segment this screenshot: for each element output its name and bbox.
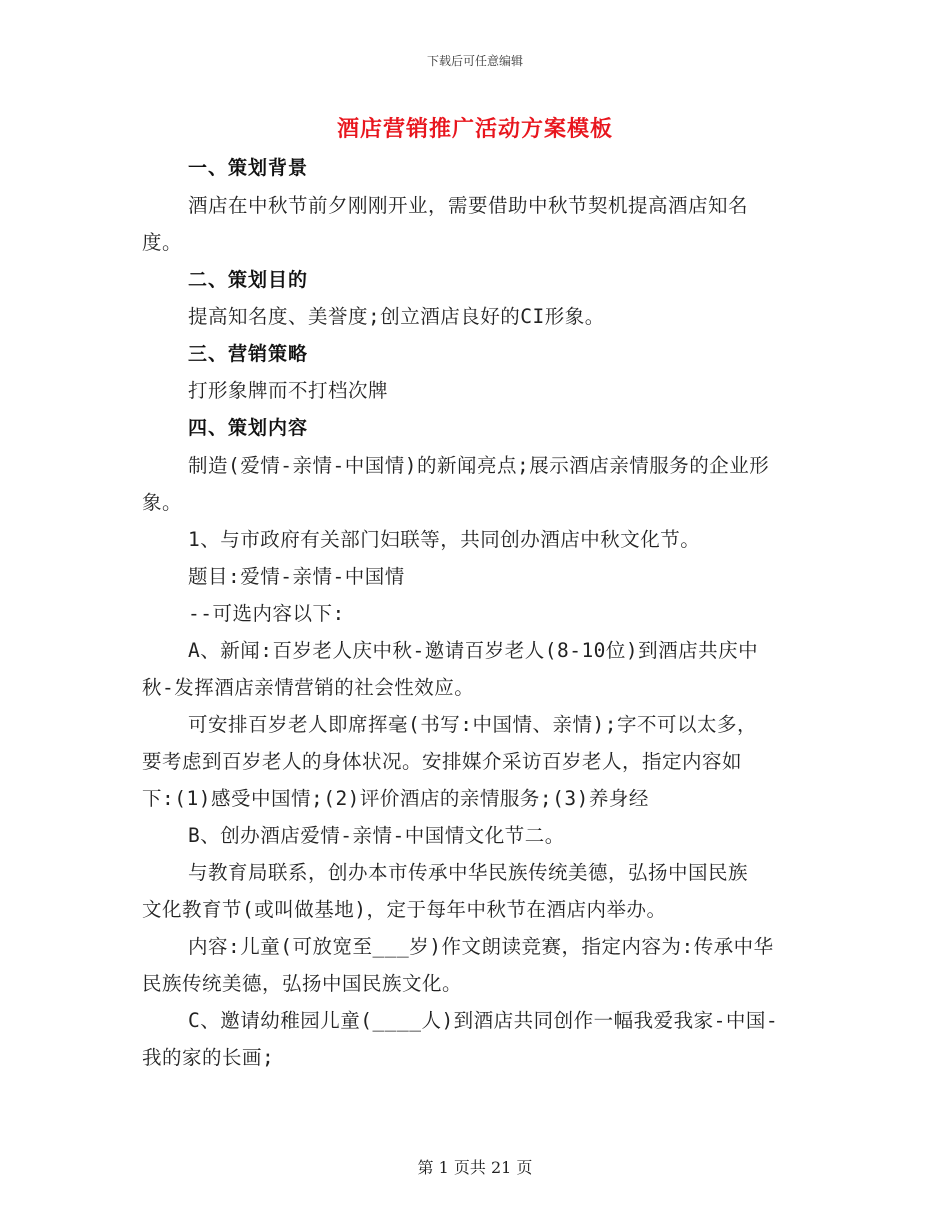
paragraph-line: --可选内容以下: <box>188 602 345 625</box>
section-heading: 二、策划目的 <box>188 269 309 291</box>
paragraph-line: 1、与市政府有关部门妇联等，共同创办酒店中秋文化节。 <box>188 528 701 551</box>
paragraph-line: 题目:爱情-亲情-中国情 <box>188 565 405 588</box>
paragraph-line: 秋-发挥酒店亲情营销的社会性效应。 <box>142 676 475 699</box>
section-heading: 四、策划内容 <box>188 417 309 439</box>
paragraph-line: 要考虑到百岁老人的身体状况。安排媒介采访百岁老人，指定内容如 <box>142 750 743 773</box>
paragraph-line: 提高知名度、美誉度;创立酒店良好的CI形象。 <box>188 305 605 328</box>
document-title: 酒店营销推广活动方案模板 <box>336 117 613 142</box>
paragraph-line: B、创办酒店爱情-亲情-中国情文化节二。 <box>188 824 565 847</box>
paragraph-line: 内容:儿童(可放宽至___岁)作文朗读竞赛，指定内容为:传承中华 <box>188 935 774 958</box>
paragraph-line: 度。 <box>142 231 183 254</box>
paragraph-line: 文化教育节(或叫做基地)，定于每年中秋节在酒店内举办。 <box>142 898 667 921</box>
paragraph-line: 打形象牌而不打档次牌 <box>188 379 389 402</box>
paragraph-line: 制造(爱情-亲情-中国情)的新闻亮点;展示酒店亲情服务的企业形 <box>188 454 770 477</box>
paragraph-line: 下:(1)感受中国情;(2)评价酒店的亲情服务;(3)养身经 <box>142 787 649 810</box>
paragraph-line: C、邀请幼稚园儿童(____人)到酒店共同创作一幅我爱我家-中国- <box>188 1009 779 1032</box>
paragraph-line: A、新闻:百岁老人庆中秋-邀请百岁老人(8-10位)到酒店共庆中 <box>188 639 759 662</box>
page-footer: 第 1 页共 21 页 <box>417 1158 533 1177</box>
header-note: 下载后可任意编辑 <box>426 54 523 68</box>
paragraph-line: 象。 <box>142 491 183 514</box>
paragraph-line: 与教育局联系，创办本市传承中华民族传统美德，弘扬中国民族 <box>188 861 749 884</box>
paragraph-line: 可安排百岁老人即席挥毫(书写:中国情、亲情);字不可以太多， <box>188 713 757 736</box>
paragraph-line: 民族传统美德，弘扬中国民族文化。 <box>142 972 463 995</box>
paragraph-line: 酒店在中秋节前夕刚刚开业，需要借助中秋节契机提高酒店知名 <box>188 194 749 217</box>
paragraph-line: 我的家的长画; <box>142 1046 275 1069</box>
section-heading: 三、营销策略 <box>188 343 309 365</box>
section-heading: 一、策划背景 <box>188 157 309 179</box>
